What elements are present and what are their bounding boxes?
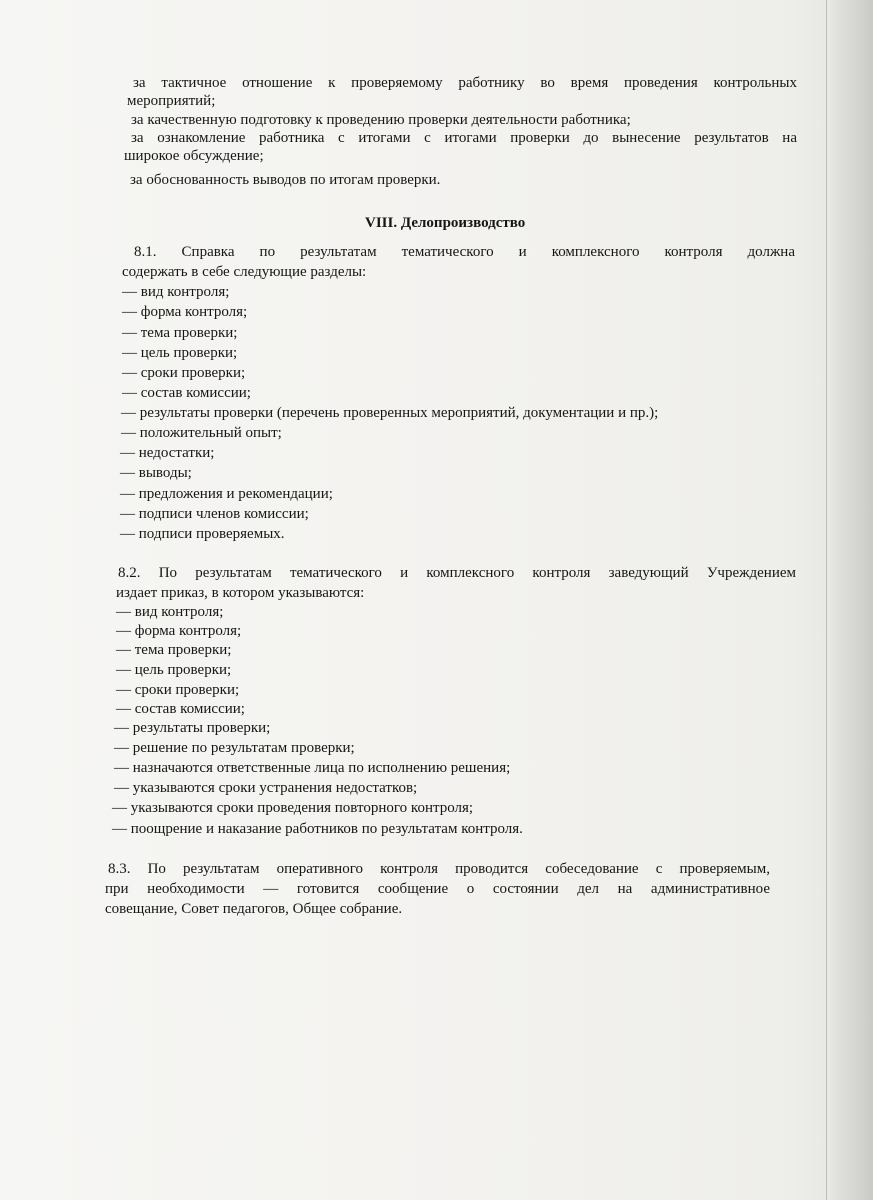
list-item: — подписи проверяемых. — [120, 526, 285, 542]
list-item: — положительный опыт; — [121, 425, 282, 441]
list-item: — выводы; — [120, 465, 192, 481]
intro-line: мероприятий; — [127, 93, 216, 109]
paragraph-8-2-lead: издает приказ, в котором указываются: — [116, 585, 365, 601]
section-title: VIII. Делопроизводство — [365, 215, 526, 231]
list-item: — результаты проверки; — [114, 720, 271, 736]
list-item: — вид контроля; — [116, 604, 224, 620]
list-item: — форма контроля; — [122, 304, 248, 320]
intro-line: за обоснованность выводов по итогам проверки. — [130, 172, 441, 188]
list-item: — поощрение и наказание работников по результатам контроля. — [112, 821, 523, 837]
list-item: — форма контроля; — [116, 623, 242, 639]
intro-line: за тактичное отношение к проверяемому работнику во время проведения контрольных — [133, 75, 797, 91]
paragraph-8-3: при необходимости — готовится сообщение о состоянии дел на административное — [105, 881, 770, 897]
list-item: — сроки проверки; — [122, 365, 246, 381]
list-item: — решение по результатам проверки; — [114, 740, 355, 756]
list-item: — тема проверки; — [116, 642, 232, 658]
intro-line: широкое обсуждение; — [124, 148, 264, 164]
paragraph-8-3: совещание, Совет педагогов, Общее собрание. — [105, 901, 403, 917]
list-item: — состав комиссии; — [116, 701, 245, 717]
list-item: — вид контроля; — [122, 284, 230, 300]
list-item: — результаты проверки (перечень проверенных мероприятий, документации и пр.); — [121, 405, 659, 421]
list-item: — состав комиссии; — [122, 385, 251, 401]
list-item: — сроки проверки; — [116, 682, 240, 698]
list-item: — недостатки; — [120, 445, 215, 461]
list-item: — указываются сроки проведения повторного контроля; — [112, 800, 474, 816]
paragraph-8-3: 8.3. По результатам оперативного контроля проводится собеседование с проверяемым, — [108, 861, 770, 877]
list-item: — цель проверки; — [122, 345, 238, 361]
intro-line: за ознакомление работника с итогами с итогами проверки до вынесение результатов на — [131, 130, 797, 146]
list-item: — предложения и рекомендации; — [120, 486, 333, 502]
list-item: — цель проверки; — [116, 662, 232, 678]
list-item: — подписи членов комиссии; — [120, 506, 309, 522]
paragraph-8-1-lead: 8.1. Справка по результатам тематического и комплексного контроля должна — [134, 244, 795, 260]
intro-line: за качественную подготовку к проведению проверки деятельности работника; — [131, 112, 631, 128]
list-item: — назначаются ответственные лица по исполнению решения; — [114, 760, 511, 776]
list-item: — указываются сроки устранения недостатков; — [114, 780, 418, 796]
paragraph-8-2-lead: 8.2. По результатам тематического и комплексного контроля заведующий Учреждением — [118, 565, 796, 581]
paragraph-8-1-lead: содержать в себе следующие разделы: — [122, 264, 367, 280]
list-item: — тема проверки; — [122, 325, 238, 341]
